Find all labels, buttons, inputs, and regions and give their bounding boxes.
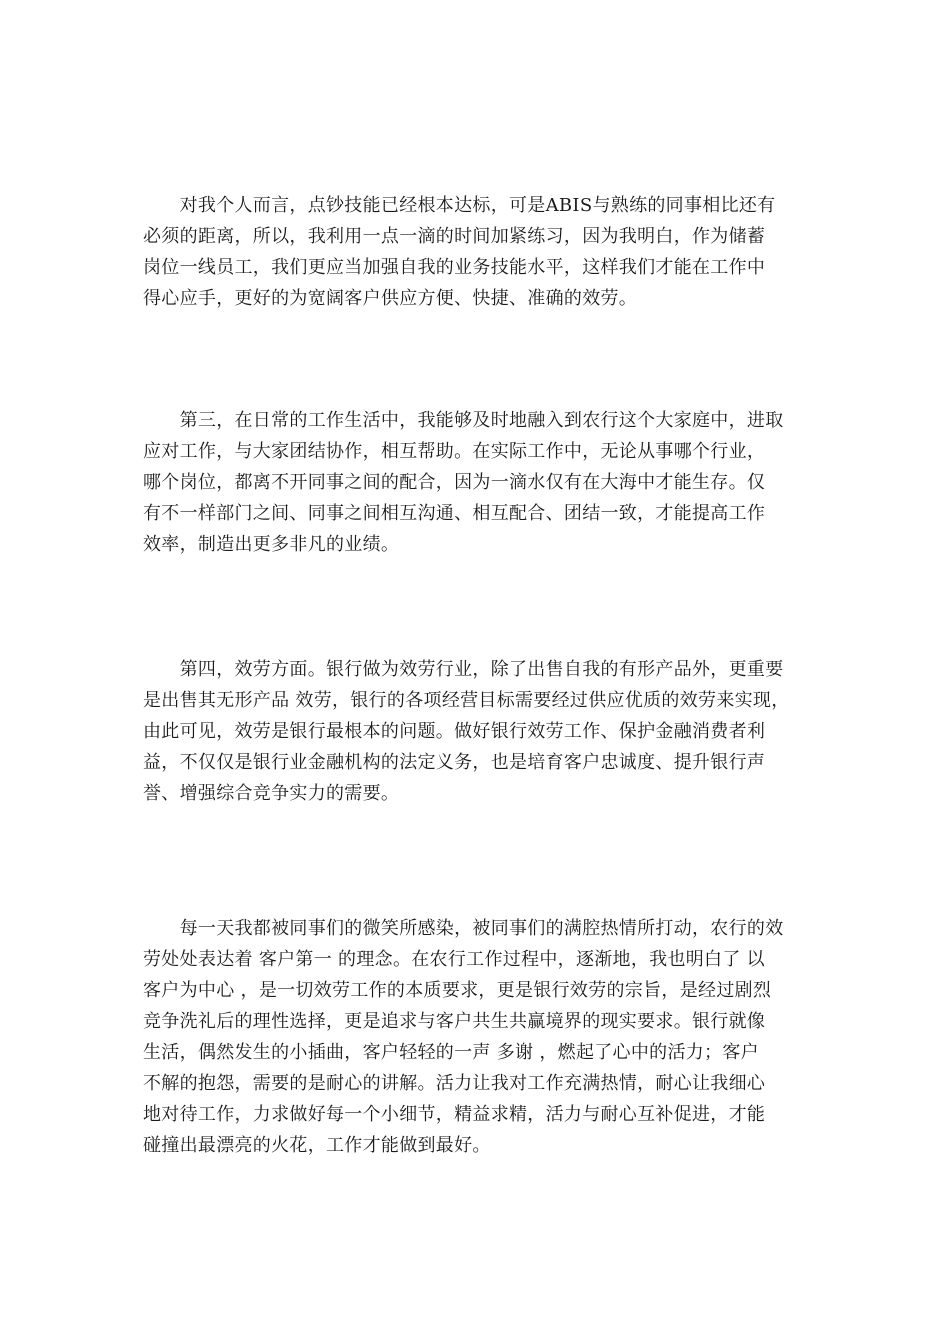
text-line: 每一天我都被同事们的微笑所感染，被同事们的满腔热情所打动，农行的效 <box>143 918 784 939</box>
text-line: 哪个岗位，都离不开同事之间的配合，因为一滴水仅有在大海中才能生存。仅 <box>143 472 766 493</box>
paragraph-fourth-service <box>143 654 823 809</box>
text-line: 碰撞出最漂亮的火花，工作才能做到最好。 <box>143 1135 491 1156</box>
text-line: 必须的距离，所以，我利用一点一滴的时间加紧练习，因为我明白，作为储蓄 <box>143 226 766 247</box>
text-line: 地对待工作，力求做好每一个小细节，精益求精，活力与耐心互补促进，才能 <box>143 1104 766 1125</box>
text-line: 岗位一线员工，我们更应当加强自我的业务技能水平，这样我们才能在工作中 <box>143 257 766 278</box>
text-line: 效率，制造出更多非凡的业绩。 <box>143 534 400 555</box>
text-line: 得心应手，更好的为宽阔客户供应方便、快捷、准确的效劳。 <box>143 288 638 309</box>
text-line: 竞争洗礼后的理性选择，更是追求与客户共生共赢境界的现实要求。银行就像 <box>143 1011 766 1032</box>
text-line: 应对工作，与大家团结协作，相互帮助。在实际工作中，无论从事哪个行业， <box>143 441 766 462</box>
text-line: 劳处处表达着 客户第一 的理念。在农行工作过程中，逐渐地，我也明白了 以 <box>143 949 765 970</box>
text-line: 第四，效劳方面。银行做为效劳行业，除了出售自我的有形产品外，更重要 <box>143 659 784 680</box>
text-line: 对我个人而言，点钞技能已经根本达标，可是ABIS与熟练的同事相比还有 <box>143 195 776 216</box>
text-line: 誉、增强综合竞争实力的需要。 <box>143 783 400 804</box>
text-line: 生活，偶然发生的小插曲，客户轻轻的一声 多谢 ，燃起了心中的活力；客户 <box>143 1042 759 1063</box>
text-line: 有不一样部门之间、同事之间相互沟通、相互配合、团结一致，才能提高工作 <box>143 503 766 524</box>
text-line: 由此可见，效劳是银行最根本的问题。做好银行效劳工作、保护金融消费者利 <box>143 721 766 742</box>
text-line: 益，不仅仅是银行业金融机构的法定义务，也是培育客户忠诚度、提升银行声 <box>143 752 766 773</box>
text-line: 不解的抱怨，需要的是耐心的讲解。活力让我对工作充满热情，耐心让我细心 <box>143 1073 766 1094</box>
text-line: 是出售其无形产品 效劳，银行的各项经营目标需要经过供应优质的效劳来实现， <box>143 690 790 711</box>
paragraph-third-teamwork <box>143 405 823 560</box>
text-line: 客户为中心 ，是一切效劳工作的本质要求，更是银行效劳的宗旨，是经过剧烈 <box>143 980 772 1001</box>
paragraph-customer-first <box>143 913 823 1161</box>
text-line: 第三，在日常的工作生活中，我能够及时地融入到农行这个大家庭中，进取 <box>143 410 784 431</box>
paragraph-personal-skills <box>143 190 823 314</box>
